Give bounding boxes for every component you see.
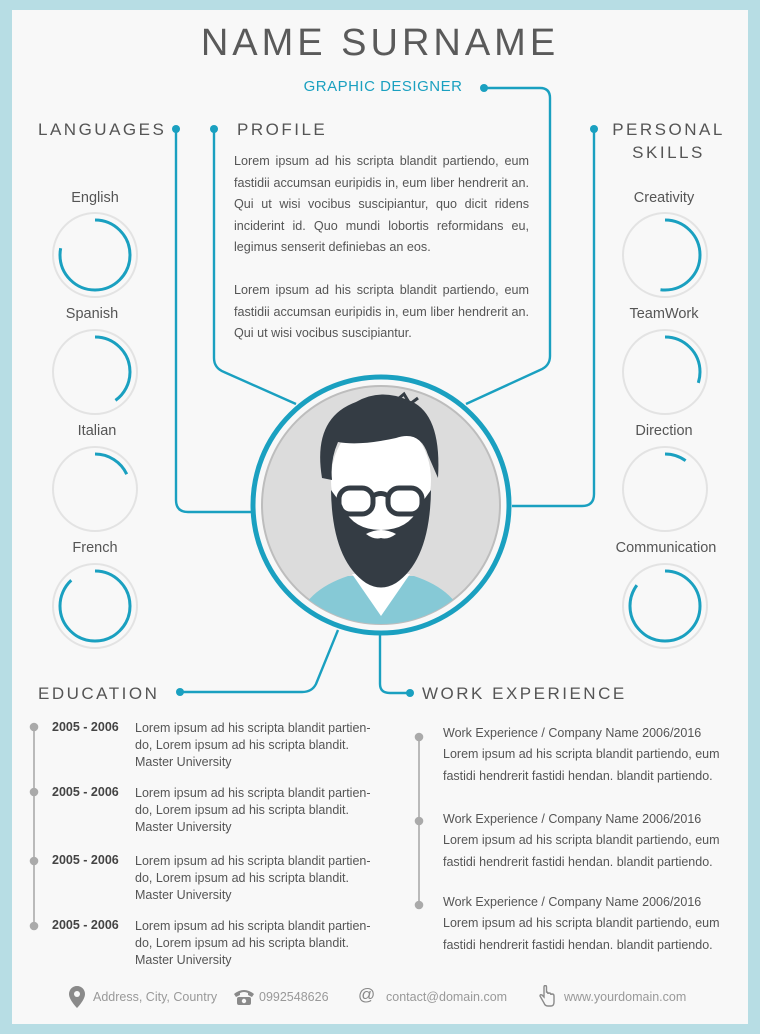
education-entry — [135, 853, 385, 904]
education-heading: EDUCATION — [38, 684, 160, 703]
education-line: do, Lorem ipsum ad his scripta blandit. — [135, 936, 349, 950]
language-label: French — [72, 540, 118, 556]
education-line: Lorem ipsum ad his scripta blandit partien- — [135, 919, 371, 933]
education-entry — [135, 720, 385, 771]
education-line: do, Lorem ipsum ad his scripta blandit. — [135, 738, 349, 752]
profile-paragraph: Lorem ipsum ad his scripta blandit partiendo, eum fastidii accumsan euripidis in, eum liber hendrerit an. Qui ut wisi vocibus suscipiantur. — [234, 283, 529, 340]
education-line: do, Lorem ipsum ad his scripta blandit. — [135, 871, 349, 885]
skill-label: TeamWork — [629, 306, 699, 322]
avatar — [253, 377, 509, 633]
education-date: 2005 - 2006 — [52, 785, 119, 799]
personal-skills-heading-line: SKILLS — [632, 143, 705, 162]
work-heading: WORK EXPERIENCE — [422, 684, 627, 703]
telephone-icon — [232, 988, 256, 1006]
work-entry-text — [443, 744, 743, 787]
education-line: Lorem ipsum ad his scripta blandit partien- — [135, 721, 371, 735]
skill-label: Communication — [615, 540, 717, 556]
contact-email: contact@domain.com — [386, 990, 508, 1004]
work-entry — [443, 726, 743, 787]
education-school: Master University — [135, 888, 232, 902]
education-entry — [135, 785, 385, 836]
education-date: 2005 - 2006 — [52, 720, 119, 734]
education-line: do, Lorem ipsum ad his scripta blandit. — [135, 803, 349, 817]
at-sign-icon: @ — [358, 985, 376, 1004]
education-line: Lorem ipsum ad his scripta blandit partien- — [135, 854, 371, 868]
profile-heading: PROFILE — [237, 120, 328, 139]
work-entry-title: Work Experience / Company Name 2006/2016 — [443, 895, 702, 909]
work-entry-text — [443, 830, 743, 873]
work-connector — [380, 634, 410, 693]
work-entry — [443, 895, 743, 956]
language-ring-track — [53, 564, 137, 648]
pointer-hand-icon — [538, 985, 556, 1007]
contact-address: Address, City, Country — [93, 990, 218, 1004]
skill-label: Direction — [635, 423, 693, 439]
work-line: fastidi hendrerit fastidi hendan. blandit partiendo. — [443, 768, 713, 783]
contact-website: www.yourdomain.com — [564, 990, 687, 1004]
profile-paragraph: Lorem ipsum ad his scripta blandit partiendo, eum fastidii accumsan euripidis in, eum liber hendrerit an. Qui ut wisi vocibus suscipiantur, quo dicit ridens inciderint id. Quo mundi lobortis reformidans eu, legimus senserit definiebas an eos. — [234, 154, 529, 254]
language-ring-track — [53, 213, 137, 297]
work-entry-text — [443, 913, 743, 956]
education-school: Master University — [135, 820, 232, 834]
location-pin-icon — [68, 985, 86, 1009]
education-connector — [182, 630, 338, 692]
language-label: Spanish — [65, 306, 119, 322]
work-entry — [443, 812, 743, 873]
work-line: Lorem ipsum ad his scripta blandit partiendo, eum — [443, 747, 720, 761]
languages-heading: LANGUAGES — [38, 120, 167, 139]
job-title: GRAPHIC DESIGNER — [303, 78, 463, 95]
work-entry-title: Work Experience / Company Name 2006/2016 — [443, 726, 702, 740]
skill-label: Creativity — [633, 190, 695, 206]
skill-ring-track — [623, 213, 707, 297]
work-line: fastidi hendrerit fastidi hendan. blandit partiendo. — [443, 937, 713, 952]
language-label: English — [71, 190, 119, 206]
education-line: Lorem ipsum ad his scripta blandit partien- — [135, 786, 371, 800]
education-date: 2005 - 2006 — [52, 918, 119, 932]
language-label: Italian — [77, 423, 117, 439]
work-line: Lorem ipsum ad his scripta blandit partiendo, eum — [443, 833, 720, 847]
personal-skills-heading-line: PERSONAL — [612, 120, 725, 139]
skill-ring-track — [623, 330, 707, 414]
personal-skills-heading — [596, 120, 741, 163]
skill-ring-track — [623, 564, 707, 648]
work-entry-title: Work Experience / Company Name 2006/2016 — [443, 812, 702, 826]
contact-phone: 0992548626 — [259, 990, 329, 1004]
full-name: NAME SURNAME — [200, 22, 560, 64]
work-line: fastidi hendrerit fastidi hendan. blandit partiendo. — [443, 854, 713, 869]
education-school: Master University — [135, 755, 232, 769]
education-school: Master University — [135, 953, 232, 967]
skill-ring-track — [623, 447, 707, 531]
language-ring-track — [53, 330, 137, 414]
education-entry — [135, 918, 385, 969]
language-ring-track — [53, 447, 137, 531]
work-line: Lorem ipsum ad his scripta blandit partiendo, eum — [443, 916, 720, 930]
education-date: 2005 - 2006 — [52, 853, 119, 867]
